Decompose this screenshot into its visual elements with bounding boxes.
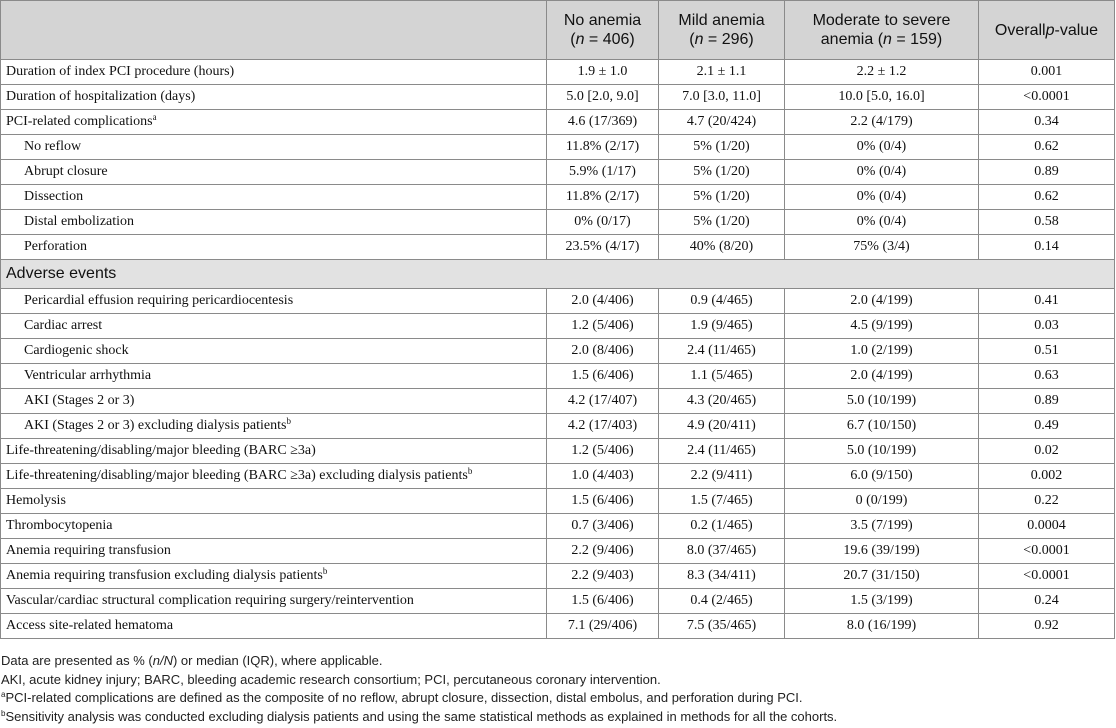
cell-no-anemia: 23.5% (4/17) <box>547 235 659 260</box>
row-label: Perforation <box>1 235 547 260</box>
cell-no-anemia: 2.2 (9/406) <box>547 539 659 564</box>
cell-no-anemia: 4.2 (17/407) <box>547 389 659 414</box>
cell-moderate-severe-anemia: 2.0 (4/199) <box>785 364 979 389</box>
cell-p-value: 0.41 <box>979 289 1115 314</box>
cell-mild-anemia: 8.3 (34/411) <box>659 564 785 589</box>
table-row <box>1 489 1115 514</box>
cell-moderate-severe-anemia: 5.0 (10/199) <box>785 389 979 414</box>
cell-moderate-severe-anemia: 3.5 (7/199) <box>785 514 979 539</box>
row-label: No reflow <box>1 135 547 160</box>
cell-moderate-severe-anemia: 4.5 (9/199) <box>785 314 979 339</box>
row-label: Anemia requiring transfusion excluding dialysis patients$^b$ <box>1 564 547 589</box>
cell-no-anemia: 1.9 ± 1.0 <box>547 60 659 85</box>
cell-no-anemia: 7.1 (29/406) <box>547 614 659 639</box>
cell-mild-anemia: 1.9 (9/465) <box>659 314 785 339</box>
row-label: Duration of index PCI procedure (hours) <box>1 60 547 85</box>
row-label: Cardiogenic shock <box>1 339 547 364</box>
header-mild-anemia: Mild anemia (n = 296) <box>659 1 785 60</box>
row-label: Life-threatening/disabling/major bleeding (BARC ≥3a) excluding dialysis patients$^b$ <box>1 464 547 489</box>
header-no-anemia: No anemia (n = 406) <box>547 1 659 60</box>
row-label: Anemia requiring transfusion <box>1 539 547 564</box>
cell-moderate-severe-anemia: 2.0 (4/199) <box>785 289 979 314</box>
table-row <box>1 339 1115 364</box>
cell-no-anemia: 11.8% (2/17) <box>547 185 659 210</box>
table-row <box>1 85 1115 110</box>
table-row <box>1 589 1115 614</box>
table-row <box>1 464 1115 489</box>
cell-mild-anemia: 7.0 [3.0, 11.0] <box>659 85 785 110</box>
row-label: Access site-related hematoma <box>1 614 547 639</box>
cell-no-anemia: 1.2 (5/406) <box>547 439 659 464</box>
cell-p-value: 0.62 <box>979 185 1115 210</box>
cell-p-value: <0.0001 <box>979 85 1115 110</box>
cell-moderate-severe-anemia: 5.0 (10/199) <box>785 439 979 464</box>
cell-p-value: <0.0001 <box>979 539 1115 564</box>
cell-p-value: 0.49 <box>979 414 1115 439</box>
row-label: Vascular/cardiac structural complication requiring surgery/reintervention <box>1 589 547 614</box>
footnote-a: $^a$PCI-related complications are defined as the composite of no reflow, abrupt closure, dissection, distal embolus, and perforation during PCI. <box>1 690 803 706</box>
cell-p-value: <0.0001 <box>979 564 1115 589</box>
cell-no-anemia: 2.2 (9/403) <box>547 564 659 589</box>
cell-p-value: 0.001 <box>979 60 1115 85</box>
cell-no-anemia: 0% (0/17) <box>547 210 659 235</box>
cell-p-value: 0.58 <box>979 210 1115 235</box>
row-label: Hemolysis <box>1 489 547 514</box>
cell-no-anemia: 1.5 (6/406) <box>547 589 659 614</box>
cell-no-anemia: 4.2 (17/403) <box>547 414 659 439</box>
cell-moderate-severe-anemia: 6.0 (9/150) <box>785 464 979 489</box>
table-row <box>1 210 1115 235</box>
header-empty-cell <box>1 1 547 60</box>
cell-no-anemia: 5.0 [2.0, 9.0] <box>547 85 659 110</box>
table-row <box>1 364 1115 389</box>
cell-mild-anemia: 1.1 (5/465) <box>659 364 785 389</box>
table-row <box>1 110 1115 135</box>
cell-mild-anemia: 2.2 (9/411) <box>659 464 785 489</box>
section-label: Adverse events <box>1 260 1115 289</box>
cell-no-anemia: 1.5 (6/406) <box>547 364 659 389</box>
row-label: AKI (Stages 2 or 3) <box>1 389 547 414</box>
cell-moderate-severe-anemia: 0% (0/4) <box>785 185 979 210</box>
row-label: Dissection <box>1 185 547 210</box>
cell-mild-anemia: 7.5 (35/465) <box>659 614 785 639</box>
cell-mild-anemia: 4.3 (20/465) <box>659 389 785 414</box>
cell-no-anemia: 1.2 (5/406) <box>547 314 659 339</box>
table-row <box>1 539 1115 564</box>
cell-mild-anemia: 2.1 ± 1.1 <box>659 60 785 85</box>
cell-moderate-severe-anemia: 0% (0/4) <box>785 135 979 160</box>
cell-moderate-severe-anemia: 2.2 ± 1.2 <box>785 60 979 85</box>
cell-p-value: 0.63 <box>979 364 1115 389</box>
footnote-b: $^b$Sensitivity analysis was conducted excluding dialysis patients and using the same statistical methods as explained in methods for all the cohorts. <box>1 708 838 724</box>
table-row <box>1 439 1115 464</box>
cell-p-value: 0.34 <box>979 110 1115 135</box>
table-row <box>1 289 1115 314</box>
cell-moderate-severe-anemia: 1.0 (2/199) <box>785 339 979 364</box>
table-row <box>1 60 1115 85</box>
table-header <box>1 1 1115 60</box>
cell-mild-anemia: 8.0 (37/465) <box>659 539 785 564</box>
cell-no-anemia: 5.9% (1/17) <box>547 160 659 185</box>
row-label: Life-threatening/disabling/major bleeding (BARC ≥3a) <box>1 439 547 464</box>
header-overall-p-value: Overallp-value <box>979 1 1115 60</box>
header-row <box>1 1 1115 60</box>
cell-mild-anemia: 0.9 (4/465) <box>659 289 785 314</box>
cell-moderate-severe-anemia: 0% (0/4) <box>785 210 979 235</box>
cell-mild-anemia: 2.4 (11/465) <box>659 339 785 364</box>
cell-no-anemia: 0.7 (3/406) <box>547 514 659 539</box>
cell-p-value: 0.51 <box>979 339 1115 364</box>
footnote-abbreviations: AKI, acute kidney injury; BARC, bleeding academic research consortium; PCI, percutaneous coronary intervention. <box>1 671 661 687</box>
cell-moderate-severe-anemia: 2.2 (4/179) <box>785 110 979 135</box>
cell-moderate-severe-anemia: 6.7 (10/150) <box>785 414 979 439</box>
cell-p-value: 0.03 <box>979 314 1115 339</box>
row-label: PCI-related complications$^a$ <box>1 110 547 135</box>
table-row <box>1 314 1115 339</box>
cell-mild-anemia: 5% (1/20) <box>659 210 785 235</box>
cell-no-anemia: 11.8% (2/17) <box>547 135 659 160</box>
table-row <box>1 185 1115 210</box>
table-row <box>1 514 1115 539</box>
section-row-adverse-events <box>1 260 1115 289</box>
table-row <box>1 414 1115 439</box>
cell-no-anemia: 1.5 (6/406) <box>547 489 659 514</box>
header-moderate-severe-anemia: Moderate to severe anemia (n = 159) <box>785 1 979 60</box>
row-label: AKI (Stages 2 or 3) excluding dialysis patients$^b$ <box>1 414 547 439</box>
cell-mild-anemia: 2.4 (11/465) <box>659 439 785 464</box>
cell-p-value: 0.62 <box>979 135 1115 160</box>
table-row <box>1 389 1115 414</box>
cell-mild-anemia: 5% (1/20) <box>659 135 785 160</box>
cell-moderate-severe-anemia: 8.0 (16/199) <box>785 614 979 639</box>
cell-no-anemia: 2.0 (4/406) <box>547 289 659 314</box>
cell-p-value: 0.02 <box>979 439 1115 464</box>
footnote-data-presentation: Data are presented as % (n/N) or median (IQR), where applicable. <box>1 653 383 668</box>
cell-mild-anemia: 40% (8/20) <box>659 235 785 260</box>
row-label: Abrupt closure <box>1 160 547 185</box>
cell-p-value: 0.92 <box>979 614 1115 639</box>
table-row <box>1 135 1115 160</box>
table-body <box>1 60 1115 639</box>
table-footnotes <box>0 652 837 726</box>
row-label: Thrombocytopenia <box>1 514 547 539</box>
cell-mild-anemia: 5% (1/20) <box>659 185 785 210</box>
cell-mild-anemia: 4.7 (20/424) <box>659 110 785 135</box>
table-row <box>1 235 1115 260</box>
row-label: Duration of hospitalization (days) <box>1 85 547 110</box>
cell-moderate-severe-anemia: 10.0 [5.0, 16.0] <box>785 85 979 110</box>
cell-moderate-severe-anemia: 20.7 (31/150) <box>785 564 979 589</box>
cell-moderate-severe-anemia: 0% (0/4) <box>785 160 979 185</box>
cell-moderate-severe-anemia: 1.5 (3/199) <box>785 589 979 614</box>
cell-mild-anemia: 1.5 (7/465) <box>659 489 785 514</box>
row-label: Pericardial effusion requiring pericardiocentesis <box>1 289 547 314</box>
table-row <box>1 614 1115 639</box>
cell-no-anemia: 2.0 (8/406) <box>547 339 659 364</box>
table-row <box>1 564 1115 589</box>
row-label: Cardiac arrest <box>1 314 547 339</box>
cell-p-value: 0.24 <box>979 589 1115 614</box>
cell-mild-anemia: 5% (1/20) <box>659 160 785 185</box>
cell-no-anemia: 4.6 (17/369) <box>547 110 659 135</box>
cell-moderate-severe-anemia: 0 (0/199) <box>785 489 979 514</box>
row-label: Ventricular arrhythmia <box>1 364 547 389</box>
cell-no-anemia: 1.0 (4/403) <box>547 464 659 489</box>
cell-p-value: 0.89 <box>979 389 1115 414</box>
cell-mild-anemia: 4.9 (20/411) <box>659 414 785 439</box>
cell-p-value: 0.14 <box>979 235 1115 260</box>
cell-p-value: 0.22 <box>979 489 1115 514</box>
table-row <box>1 160 1115 185</box>
cell-mild-anemia: 0.2 (1/465) <box>659 514 785 539</box>
cell-moderate-severe-anemia: 75% (3/4) <box>785 235 979 260</box>
cell-p-value: 0.002 <box>979 464 1115 489</box>
cell-p-value: 0.0004 <box>979 514 1115 539</box>
cell-p-value: 0.89 <box>979 160 1115 185</box>
cell-moderate-severe-anemia: 19.6 (39/199) <box>785 539 979 564</box>
cell-mild-anemia: 0.4 (2/465) <box>659 589 785 614</box>
row-label: Distal embolization <box>1 210 547 235</box>
